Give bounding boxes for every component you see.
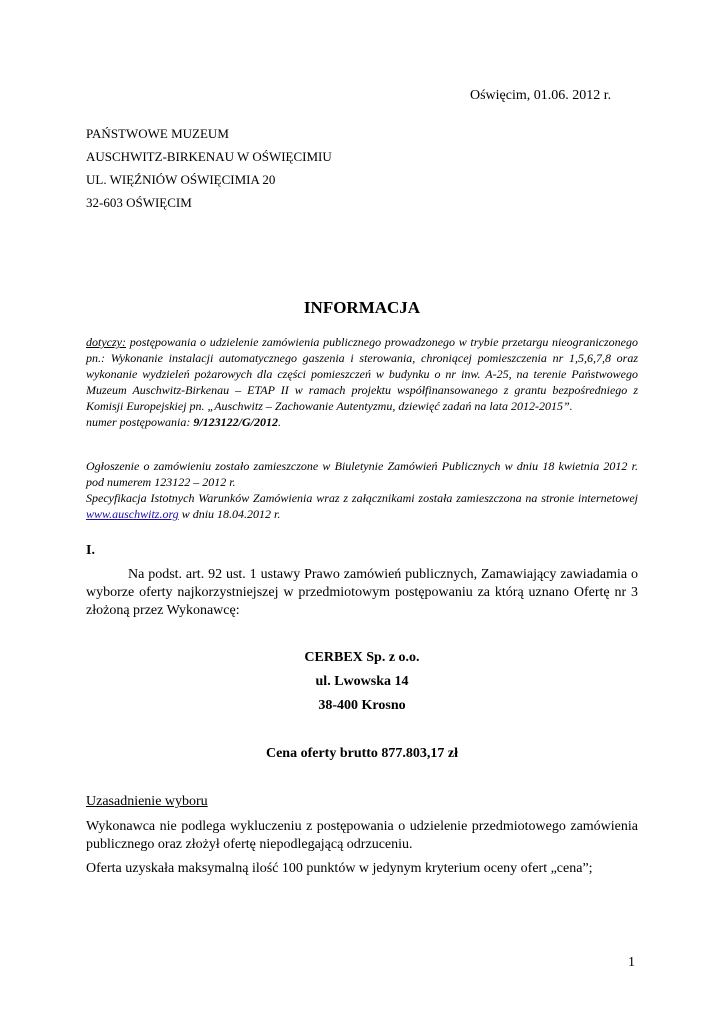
recipient-address (86, 122, 332, 214)
address-line-1: PAŃSTWOWE MUZEUM (86, 126, 229, 141)
justification-paragraph-2: Oferta uzyskała maksymalną ilość 100 punktów w jedynym kryterium oceny ofert „cena”; (86, 861, 593, 876)
address-line-2: AUSCHWITZ-BIRKENAU W OŚWIĘCIMIU (86, 149, 332, 164)
notice-spec-text-end: w dniu 18.04.2012 r. (178, 507, 281, 521)
proceeding-number-suffix: . (278, 415, 281, 429)
justification-paragraph-1: Wykonawca nie podlega wykluczeniu z postępowania o udzielenie przedmiotowego zamówienia publicznego oraz złożył ofertę niepodlegającą odrzuceniu. (86, 819, 638, 852)
proceeding-number-label: numer postępowania: (86, 415, 191, 429)
page-number: 1 (628, 955, 635, 970)
offer-price: Cena oferty brutto 877.803,17 zł (265, 746, 459, 761)
address-line-4: 32-603 OŚWIĘCIM (86, 195, 192, 210)
address-line-3: UL. WIĘŹNIÓW OŚWIĘCIMIA 20 (86, 172, 276, 187)
subject-paragraph (86, 334, 638, 430)
contractor-city: 38-400 Krosno (318, 698, 406, 713)
contractor-name: CERBEX Sp. z o.o. (304, 650, 420, 665)
subject-text: postępowania o udzielenie zamówienia publicznego prowadzonego w trybie przetargu nieograniczonego pn.: Wykonanie instalacji automatycznego gaszenia i sterowania, chroniącej pomieszczenia nr 1,5,6,7,8 oraz wykonanie wydzieleń pożarowych dla części pomieszczeń w budynku o nr inw. A-25, na terenie Państwowego Muzeum Auschwitz-Birkenau – ETAP II w ramach projektu współfinansowanego z grantu bezpośredniego z Komisji Europejskiej pn. „Auschwitz – Zachowanie Autentyzmu, dziewięć zadań na lata 2012-2015”. (86, 335, 639, 413)
notice-spec-text-start: Specyfikacja Istotnych Warunków Zamówienia wraz z załącznikami została zamieszczona na stronie internetowej (86, 491, 638, 505)
proceeding-number: 9/123122/G/2012 (193, 415, 278, 429)
document-date: Oświęcim, 01.06. 2012 r. (470, 88, 612, 103)
justification-heading: Uzasadnienie wyboru (86, 794, 208, 809)
website-link[interactable]: www.auschwitz.org (86, 507, 179, 521)
section-number: I. (86, 543, 95, 558)
contractor-street: ul. Lwowska 14 (315, 674, 409, 689)
selection-paragraph: Na podst. art. 92 ust. 1 ustawy Prawo zamówień publicznych, Zamawiający zawiadamia o wyborze oferty najkorzystniejszej w przedmiotowym postępowaniu za którą uznano Ofertę nr 3 złożoną przez Wykonawcę: (86, 567, 638, 618)
document-title: INFORMACJA (303, 298, 421, 317)
subject-label: dotyczy: (86, 335, 126, 349)
notice-publication-text: Ogłoszenie o zamówieniu zostało zamieszczone w Biuletynie Zamówień Publicznych w dniu 18 kwietnia 2012 r. pod numerem 123122 – 2012 r. (86, 459, 638, 489)
notice-paragraph (86, 458, 638, 522)
